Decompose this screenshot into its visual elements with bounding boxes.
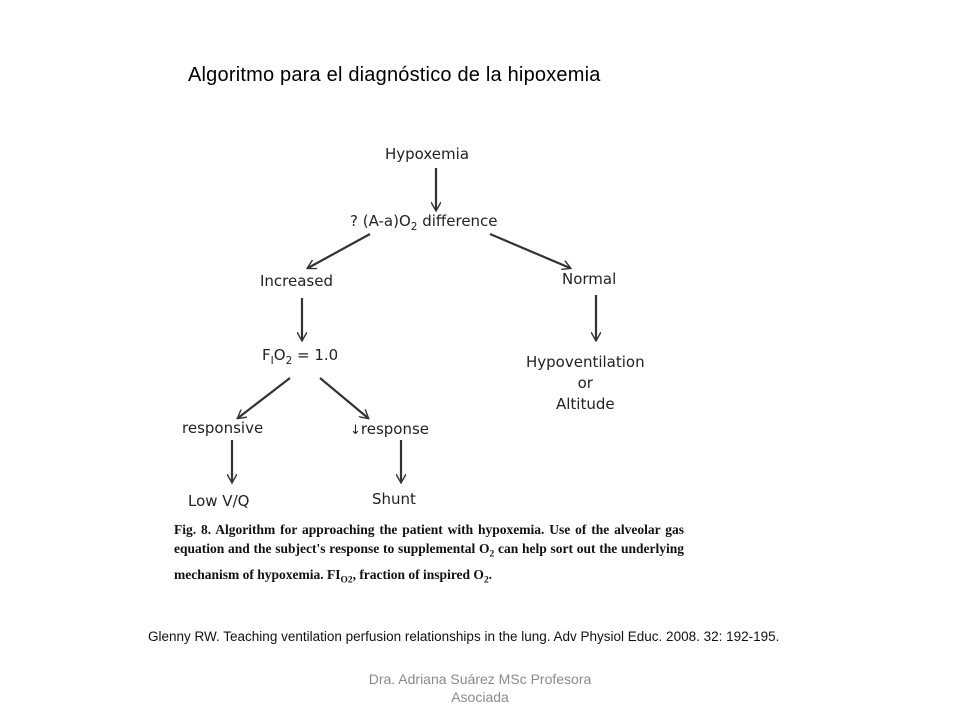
node-increased: [260, 272, 333, 290]
caption-sub2: O2: [340, 575, 353, 586]
arrow-aa-to-normal: [490, 234, 570, 268]
node-normal-label: Normal: [562, 270, 617, 288]
citation: Glenny RW. Teaching ventilation perfusion relationships in the lung. Adv Physiol Educ. 2008. 32: 192-195.: [148, 629, 780, 644]
node-hypoxemia: [385, 145, 469, 163]
node-hypoventilation: [526, 352, 645, 415]
node-response-label: response: [360, 420, 430, 438]
figure-caption: [174, 520, 684, 590]
arrow-aa-to-increased: [308, 234, 370, 268]
node-responsive: [182, 419, 263, 437]
slide-title: Algoritmo para el diagnóstico de la hipoxemia: [188, 64, 601, 86]
flowchart-arrows: [170, 130, 690, 520]
node-low-vq: [188, 492, 249, 510]
caption-part4: .: [488, 566, 493, 582]
caption-part3: , fraction of inspired O: [352, 566, 484, 582]
node-normal: [562, 270, 616, 288]
node-or-label: or: [577, 374, 593, 392]
fio2-o: O: [273, 346, 286, 364]
arrow-fio2-to-responsive: [238, 378, 290, 418]
caption-sub1: 2: [489, 549, 495, 560]
fio2-f: F: [262, 346, 271, 364]
node-no-response: [350, 420, 429, 438]
node-hypoventilation-label: Hypoventilation: [526, 353, 645, 371]
node-increased-label: Increased: [260, 272, 334, 290]
fio2-eq: = 1.0: [292, 346, 339, 364]
node-shunt: [372, 490, 416, 508]
node-hypoxemia-label: Hypoxemia: [385, 145, 470, 163]
down-arrow-icon: ↓: [350, 423, 361, 438]
aa-suffix: difference: [417, 212, 498, 230]
caption-part2: can help sort out the underlying mechanism of hypoxemia. FI: [174, 541, 684, 582]
fio2-i: I: [270, 355, 274, 367]
node-responsive-label: responsive: [182, 419, 264, 437]
slide-footer: [340, 670, 620, 706]
hypoxemia-algorithm-diagram: [170, 130, 690, 586]
node-fio2: [262, 346, 338, 367]
aa-prefix: ? (A-a)O: [350, 212, 411, 230]
caption-part1: Fig. 8. Algorithm for approaching the patient with hypoxemia. Use of the alveolar gas equation and the subject's response to supplemental O: [174, 522, 684, 556]
node-aa-difference: [350, 212, 498, 233]
arrow-fio2-to-response: [320, 378, 368, 418]
footer-line2: Asociada: [451, 689, 509, 705]
node-altitude-label: Altitude: [555, 395, 615, 413]
node-low-vq-label: Low V/Q: [188, 492, 250, 510]
caption-sub3: 2: [483, 575, 489, 586]
node-shunt-label: Shunt: [372, 490, 416, 508]
footer-line1: Dra. Adriana Suárez MSc Profesora: [368, 671, 592, 687]
aa-subscript: 2: [410, 221, 418, 233]
fio2-subscript: 2: [285, 355, 293, 367]
